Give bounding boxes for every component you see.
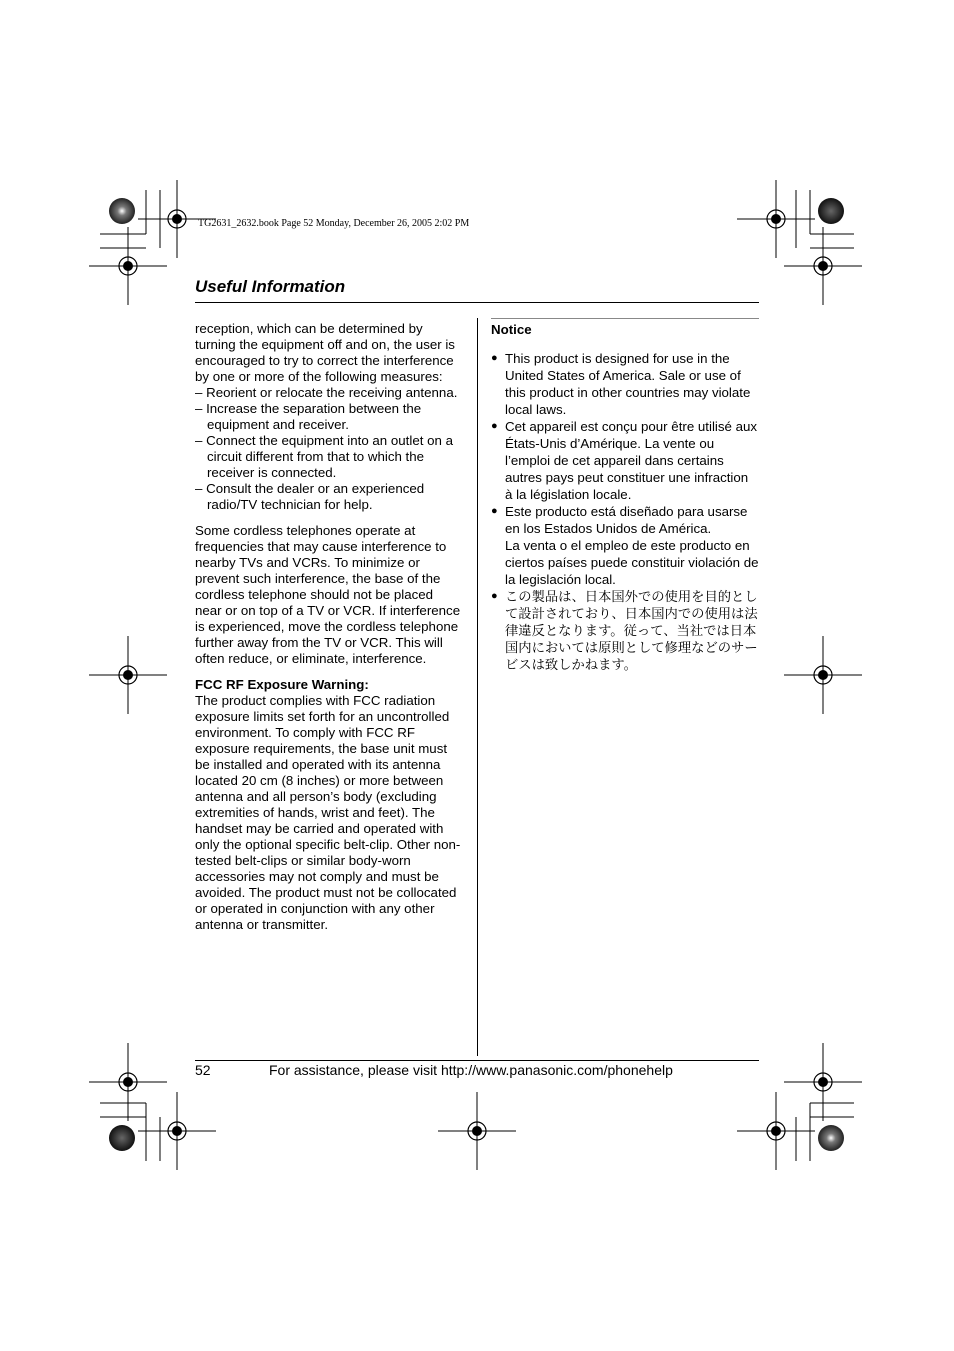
section-title: Useful Information: [195, 277, 346, 296]
column-divider: [477, 318, 478, 1056]
right-column: [491, 321, 759, 673]
bullet-icon: ●: [491, 420, 498, 432]
left-column: [195, 321, 463, 933]
notice-japanese: ● この製品は、日本国外での使用を目的として設計されており、日本国内での使用は法律違反となります。従って、当社では日本国内においては原則として修理などのサービスは致しかねます。: [491, 589, 758, 672]
notice-french: ● Cet appareil est conçu pour être utilisé aux États-Unis d’Amérique. La vente ou l’emploi de cet appareil dans certains autres pays peut constituer une infraction à la législation locale.: [491, 419, 758, 502]
notice-english: ● This product is designed for use in the United States of America. Sale or use of this product in other countries may violate local laws.: [491, 351, 751, 417]
notice-top-rule: [491, 318, 759, 319]
header-rule: [195, 302, 759, 303]
bullet-icon: ●: [491, 352, 498, 364]
footer-rule: [195, 1060, 759, 1061]
measures-list: [195, 385, 463, 513]
bullet-icon: ●: [491, 505, 498, 517]
cordless-paragraph: Some cordless telephones operate at frequencies that may cause interference to nearby TVs and VCRs. To minimize or prevent such interference, the base of the cordless telephone should not be placed near or on top of a TV or VCR. If interference is experienced, move the cordless telephone further away from the TV or VCR. This will often reduce, or eliminate, interference.: [195, 523, 461, 666]
list-item: – Consult the dealer or an experienced radio/TV technician for help.: [195, 481, 425, 512]
interference-intro: reception, which can be determined by turning the equipment off and on, the user is encouraged to try to correct the interference by one or more of the following measures:: [195, 321, 455, 384]
assistance-text: For assistance, please visit http://www.panasonic.com/phonehelp: [269, 1062, 673, 1078]
fcc-paragraph: The product complies with FCC radiation exposure limits set forth for an uncontrolled environment. To comply with FCC RF exposure requirements, the base unit must be installed and operated with its antenna located 20 cm (8 inches) or more between antenna and all person’s body (excluding extremities of hands, wrist and feet). The handset may be carried and operated with only the optional specific belt-clip. Other non-tested belt-clips or similar body-worn accessories may not comply and must be avoided. The product must not be collocated or operated in conjunction with any other antenna or transmitter.: [195, 693, 461, 932]
list-item: – Reorient or relocate the receiving antenna.: [195, 385, 458, 400]
list-item: – Increase the separation between the equipment and receiver.: [195, 401, 422, 432]
fcc-heading: FCC RF Exposure Warning:: [195, 677, 369, 692]
notice-list: [491, 350, 759, 673]
list-item: – Connect the equipment into an outlet on a circuit different from that to which the receiver is connected.: [195, 433, 453, 480]
notice-heading: Notice: [491, 322, 532, 337]
notice-spanish: ● Este producto está diseñado para usarse en los Estados Unidos de América. La venta o el empleo de este producto en ciertos países puede constituir violación de la legislación local.: [491, 504, 759, 587]
page-number: 52: [195, 1062, 211, 1078]
print-slug: TG2631_2632.book Page 52 Monday, December 26, 2005 2:02 PM: [198, 218, 470, 229]
bullet-icon: ●: [491, 590, 498, 602]
